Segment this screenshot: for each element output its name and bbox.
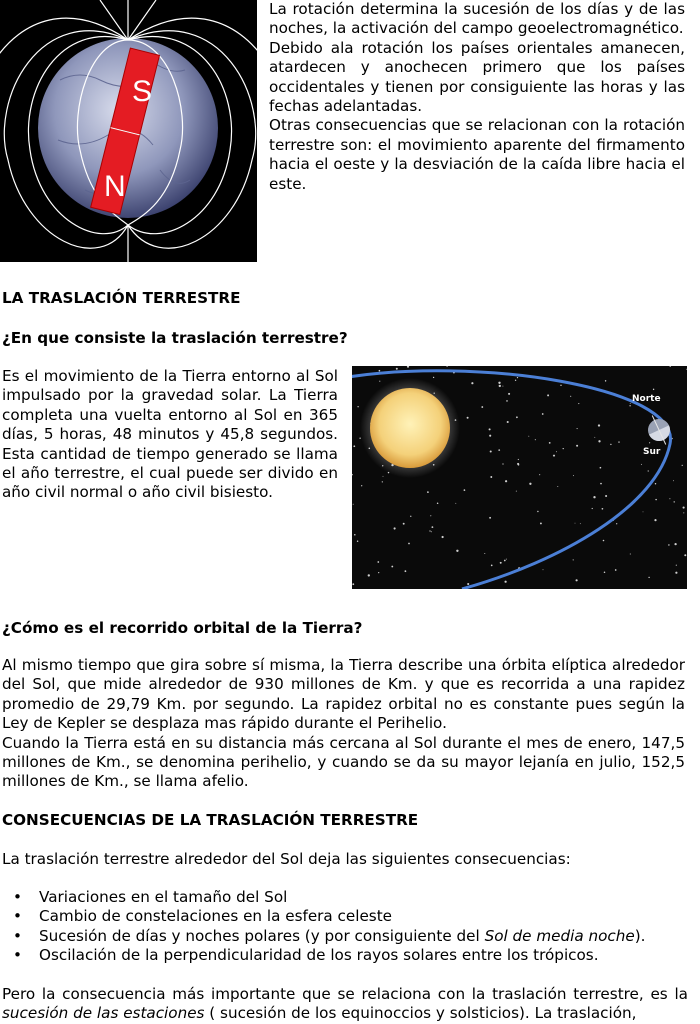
star-dot [484,553,485,554]
traslacion-paragraph: Es el movimiento de la Tierra entorno al Sol impulsado por la gravedad solar. La Tierra completa una vuelta entorno al Sol en 365 días, 5 horas, 48 minutos y 45,8 segundos. Esta cantidad de tiempo generado se llama el año terrestre, el cual puede ser divido en año civil normal o año civil bisiesto. [2,367,338,502]
star-dot [442,536,444,538]
star-dot [405,570,407,572]
star-dot [563,448,564,449]
star-dot [359,438,360,439]
star-dot [499,385,501,387]
star-dot [577,428,578,429]
star-dot [353,504,354,505]
star-dot [431,526,433,528]
star-dot [641,464,642,465]
star-dot [410,516,411,517]
star-dot [490,476,492,478]
star-dot [683,507,685,509]
star-dot [556,451,557,452]
star-dot [648,470,649,471]
star-dot [683,512,684,513]
star-dot [357,541,358,542]
star-dot [502,463,503,464]
star-dot [684,554,686,556]
star-dot [682,465,683,466]
star-dot [357,406,358,407]
star-dot [517,377,518,378]
bullet-text-1: Variaciones en el tamaño del Sol [39,888,288,906]
star-dot [361,485,362,486]
star-dot [396,368,398,370]
star-dot [618,441,619,442]
orbit-illustration [352,366,687,589]
star-dot [557,486,558,487]
star-dot [669,498,670,499]
star-dot [498,449,500,451]
star-dot [573,475,574,476]
star-dot [455,503,456,504]
star-dot [379,370,381,372]
star-dot [576,579,578,581]
star-dot [600,483,602,485]
intro-paragraph-3: Otras consecuencias que se relacionan con la rotación terrestre son: el movimiento aparente del firmamento hacia el oeste y la desviación de la caída libre hacia el este. [269,116,685,193]
star-dot [570,396,571,397]
star-dot [592,508,593,509]
section-heading-consecuencias: CONSECUENCIAS DE LA TRASLACIÓN TERRESTRE [2,811,419,829]
star-dot [408,543,410,545]
star-dot [429,530,430,531]
intro-paragraph-1: La rotación determina la sucesión de los días y de las noches, la activación del campo geoelectromagnético. [269,0,685,38]
star-dot [471,382,473,384]
star-dot [576,445,578,447]
star-dot [655,483,656,484]
star-dot [539,474,540,475]
star-dot [490,450,492,452]
star-dot [504,581,506,583]
star-dot [553,455,555,457]
section-heading-traslacion: LA TRASLACIÓN TERRESTRE [2,289,241,307]
star-dot [593,496,595,498]
star-dot [643,511,644,512]
star-dot [605,495,607,497]
star-dot [674,501,675,502]
intro-text [269,0,685,194]
magnet-label-s: S [132,75,153,108]
star-dot [464,489,466,491]
star-dot [575,523,576,524]
star-dot [403,523,405,525]
star-dot [674,543,676,545]
star-dot [537,511,538,512]
star-dot [516,491,517,492]
star-dot [502,386,503,387]
star-dot [489,517,491,519]
orbit-label-norte: Norte [632,394,661,404]
star-dot [648,577,649,578]
star-dot [430,515,431,516]
star-dot [598,440,600,442]
intro-paragraph-2: Debido ala rotación los países orientales amanecen, atardecen y anochecen primero que los países occidentales y tienen por consiguiente las horas y las fechas adelantadas. [269,38,685,116]
star-dot [427,491,429,493]
star-dot [547,394,549,396]
list-item [0,888,690,907]
star-dot [543,569,544,570]
star-dot [602,508,604,510]
star-dot [354,534,356,536]
star-dot [615,569,617,571]
star-dot [605,380,606,381]
closing-text-pre: Pero la consecuencia más importante que se relaciona con la traslación terrestre, es la [2,985,688,1003]
star-dot [654,519,656,521]
star-dot [594,437,595,438]
closing-text-post: ( sucesión de los equinoccios y solsticios). La traslación, [204,1004,637,1023]
star-dot [489,428,491,430]
star-dot [383,476,384,477]
closing-paragraph [2,985,688,1024]
star-dot [394,527,396,529]
star-dot [378,572,379,573]
star-dot [377,561,379,563]
star-dot [431,531,432,532]
star-dot [604,571,606,573]
star-dot [610,444,611,445]
list-item [0,946,690,965]
magnet-label-n: N [104,170,126,203]
star-dot [518,464,520,466]
star-dot [456,550,458,552]
star-dot [481,406,483,408]
star-dot [353,445,355,447]
question-recorrido-orbital: ¿Cómo es el recorrido orbital de la Tierra? [2,619,363,637]
star-dot [542,413,544,415]
star-dot [437,502,439,504]
star-dot [616,523,617,524]
star-dot [529,483,531,485]
star-dot [580,523,581,524]
star-dot [676,565,677,566]
star-dot [653,389,654,390]
list-item [0,927,690,946]
star-dot [506,400,508,402]
star-dot [518,459,519,460]
star-dot [352,583,354,585]
star-dot [673,480,674,481]
closing-text-em: sucesión de las estaciones [2,1004,205,1023]
star-dot [535,439,536,440]
star-dot [578,403,579,404]
star-dot [516,416,518,418]
star-dot [675,572,677,574]
star-dot [508,393,510,395]
star-dot [368,574,370,576]
bullet-text-3-post: ). [634,926,646,945]
star-dot [668,544,669,545]
star-dot [379,381,380,382]
orbital-paragraphs [2,656,685,792]
star-dot [528,436,529,437]
earth-magnetic-field-image [0,0,257,262]
bullet-text-3-pre: Sucesión de días y noches polares (y por consiguiente del [39,926,485,945]
star-dot [506,559,507,560]
earth-magnet-illustration [0,0,257,262]
star-dot [649,442,650,443]
question-traslacion: ¿En que consiste la traslación terrestre? [2,329,348,347]
orbit-label-sur: Sur [643,447,661,457]
star-dot [504,560,506,562]
bullet-text-3-em: Sol de media noche [484,926,635,945]
star-dot [603,540,605,542]
star-dot [467,417,469,419]
star-dot [433,377,434,378]
star-dot [600,467,602,469]
star-dot [630,403,631,404]
star-dot [505,480,507,482]
star-dot [598,424,600,426]
star-dot [560,385,561,386]
star-dot [498,382,500,384]
star-dot [382,481,383,482]
star-dot [489,435,491,437]
star-dot [549,442,551,444]
bullet-text-2: Cambio de constelaciones en la esfera celeste [39,907,393,926]
orbital-paragraph-1: Al mismo tiempo que gira sobre sí misma, la Tierra describe una órbita elíptica alrededor del Sol, que mide alrededor de 930 millones de Km. y que es recorrida a una rapidez promedio de 29,79 Km. por segundo. La rapidez orbital no es constante pues según la Ley de Kepler se desplaza mas rápido durante el Perihelio. [2,656,685,733]
star-dot [655,499,656,500]
star-dot [500,562,502,564]
star-dot [491,565,493,567]
star-dot [467,583,469,585]
orbital-paragraph-2: Cuando la Tierra está en su distancia más cercana al Sol durante el mes de enero, 147,5 millones de Km., se denomina perihelio, y cuando se da su mayor lejanía en julio, 152,5 millones de Km., se llama afelio. [2,733,685,791]
bullet-text-4: Oscilación de la perpendicularidad de los rayos solares entre los trópicos. [39,946,599,965]
consecuencias-intro: La traslación terrestre alrededor del Sol deja las siguientes consecuencias: [2,850,571,868]
star-dot [507,421,509,423]
star-dot [515,380,516,381]
earth-orbit-image [352,366,687,589]
star-dot [686,369,687,370]
star-dot [573,559,574,560]
star-dot [629,405,630,406]
list-item [0,907,690,926]
star-dot [540,522,542,524]
star-dot [630,553,631,554]
star-dot [391,566,393,568]
consecuencias-list [0,888,690,966]
